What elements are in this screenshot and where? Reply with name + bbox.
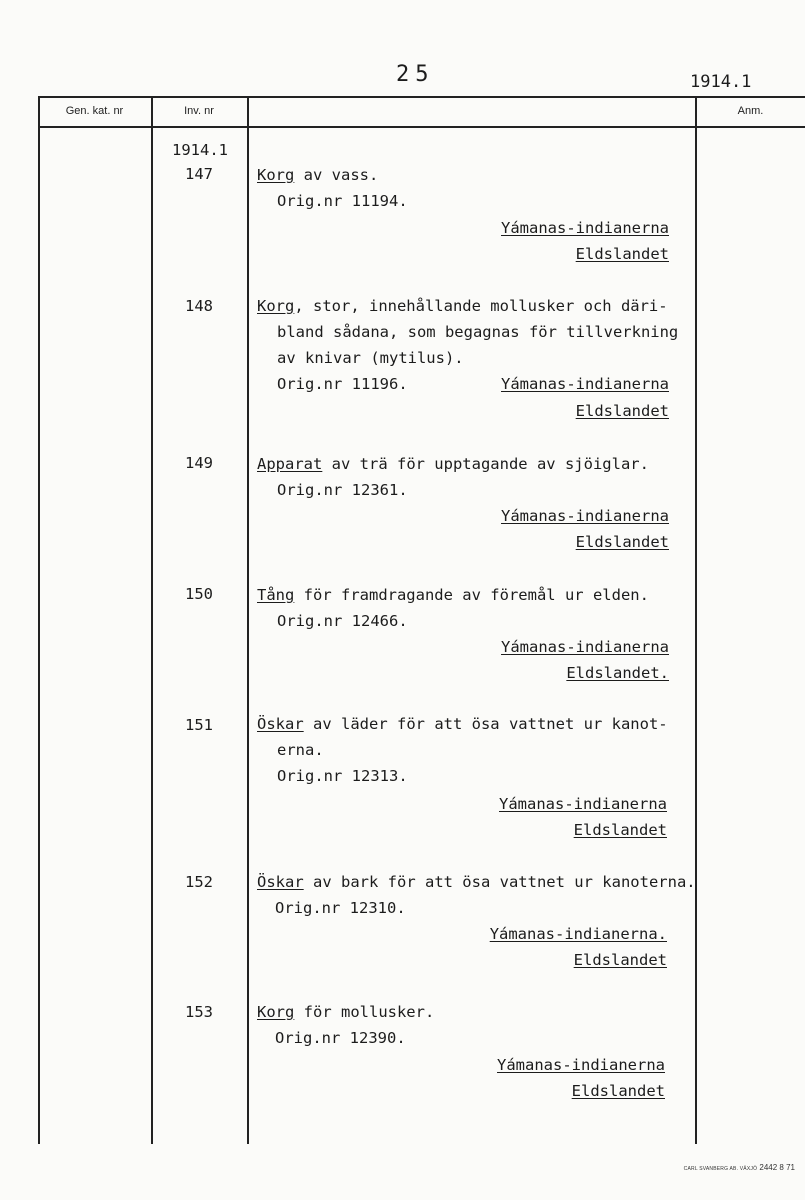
column-divider-inv bbox=[247, 96, 249, 1144]
entry-description bbox=[257, 1003, 434, 1021]
inv-number: 152 bbox=[185, 873, 213, 891]
page-number: 25 bbox=[396, 62, 435, 87]
entry-description-rest: av bark för att ösa vattnet ur kanoterna. bbox=[303, 873, 696, 891]
entry-description bbox=[257, 455, 649, 473]
ethnic-group: Yámanas-indianerna bbox=[501, 507, 669, 525]
column-divider-gen bbox=[151, 96, 153, 1144]
ethnic-group: Yámanas-indianerna bbox=[497, 1056, 665, 1074]
entry-description-line: erna. bbox=[277, 741, 324, 759]
ethnic-group: Yámanas-indianerna bbox=[501, 375, 669, 393]
ethnic-group: Yámanas-indianerna. bbox=[489, 925, 667, 943]
accession-number-top: 1914.1 bbox=[690, 72, 752, 92]
orig-number: Orig.nr 12361. bbox=[277, 481, 408, 499]
entry-description bbox=[257, 873, 696, 891]
entry-description bbox=[257, 586, 649, 604]
column-header-inv-nr: Inv. nr bbox=[184, 105, 214, 117]
locality: Eldslandet bbox=[575, 245, 669, 263]
entry-description bbox=[257, 715, 668, 733]
entry-description-rest: av trä för upptagande av sjöiglar. bbox=[322, 455, 649, 473]
orig-number: Orig.nr 12390. bbox=[275, 1029, 406, 1047]
inv-number: 147 bbox=[185, 165, 213, 183]
orig-number: Orig.nr 12313. bbox=[277, 767, 408, 785]
orig-number: Orig.nr 12310. bbox=[275, 899, 406, 917]
printer-name: CARL SVANBERG AB. VÄXJÖ bbox=[683, 1166, 758, 1172]
entry-keyword: Korg bbox=[257, 166, 295, 184]
entry-keyword: Tång bbox=[257, 586, 295, 604]
inv-number: 149 bbox=[185, 454, 213, 472]
inv-number: 150 bbox=[185, 585, 213, 603]
locality: Eldslandet bbox=[573, 951, 667, 969]
entry-description-line: av knivar (mytilus). bbox=[277, 349, 464, 367]
entry-keyword: Korg bbox=[257, 1003, 295, 1021]
locality: Eldslandet bbox=[573, 821, 667, 839]
locality: Eldslandet bbox=[571, 1082, 665, 1100]
column-header-gen-kat-nr: Gen. kat. nr bbox=[65, 105, 124, 117]
inv-number: 151 bbox=[185, 716, 213, 734]
inv-number: 153 bbox=[185, 1003, 213, 1021]
column-divider-anm bbox=[695, 96, 697, 1144]
entry-description bbox=[257, 166, 378, 184]
orig-number: Orig.nr 12466. bbox=[277, 612, 408, 630]
ethnic-group: Yámanas-indianerna bbox=[501, 219, 669, 237]
entry-description bbox=[257, 297, 668, 315]
entry-description-rest: av läder för att ösa vattnet ur kanot- bbox=[303, 715, 668, 733]
entry-keyword: Apparat bbox=[257, 455, 323, 473]
ethnic-group: Yámanas-indianerna bbox=[501, 638, 669, 656]
ethnic-group: Yámanas-indianerna bbox=[499, 795, 667, 813]
inv-series-header: 1914.1 bbox=[172, 141, 228, 159]
orig-number: Orig.nr 11196. bbox=[277, 375, 408, 393]
locality: Eldslandet bbox=[575, 533, 669, 551]
entry-keyword: Öskar bbox=[257, 873, 304, 891]
entry-description-rest: för framdragande av föremål ur elden. bbox=[294, 586, 649, 604]
locality: Eldslandet. bbox=[566, 664, 669, 682]
entry-keyword: Korg bbox=[257, 297, 295, 315]
left-border bbox=[38, 96, 40, 1144]
entry-keyword: Öskar bbox=[257, 715, 304, 733]
form-code: 2442 8 71 bbox=[759, 1163, 795, 1172]
locality: Eldslandet bbox=[575, 402, 669, 420]
entry-description-rest: för mollusker. bbox=[294, 1003, 435, 1021]
orig-number: Orig.nr 11194. bbox=[277, 192, 408, 210]
header-bottom-rule bbox=[38, 126, 805, 128]
inv-number: 148 bbox=[185, 297, 213, 315]
entry-description-rest: , stor, innehållande mollusker och däri- bbox=[294, 297, 668, 315]
entry-description-rest: av vass. bbox=[294, 166, 379, 184]
column-header-anm: Anm. bbox=[737, 105, 764, 117]
printer-imprint bbox=[684, 1163, 795, 1172]
entry-description-line: bland sådana, som begagnas för tillverkning bbox=[277, 323, 679, 341]
